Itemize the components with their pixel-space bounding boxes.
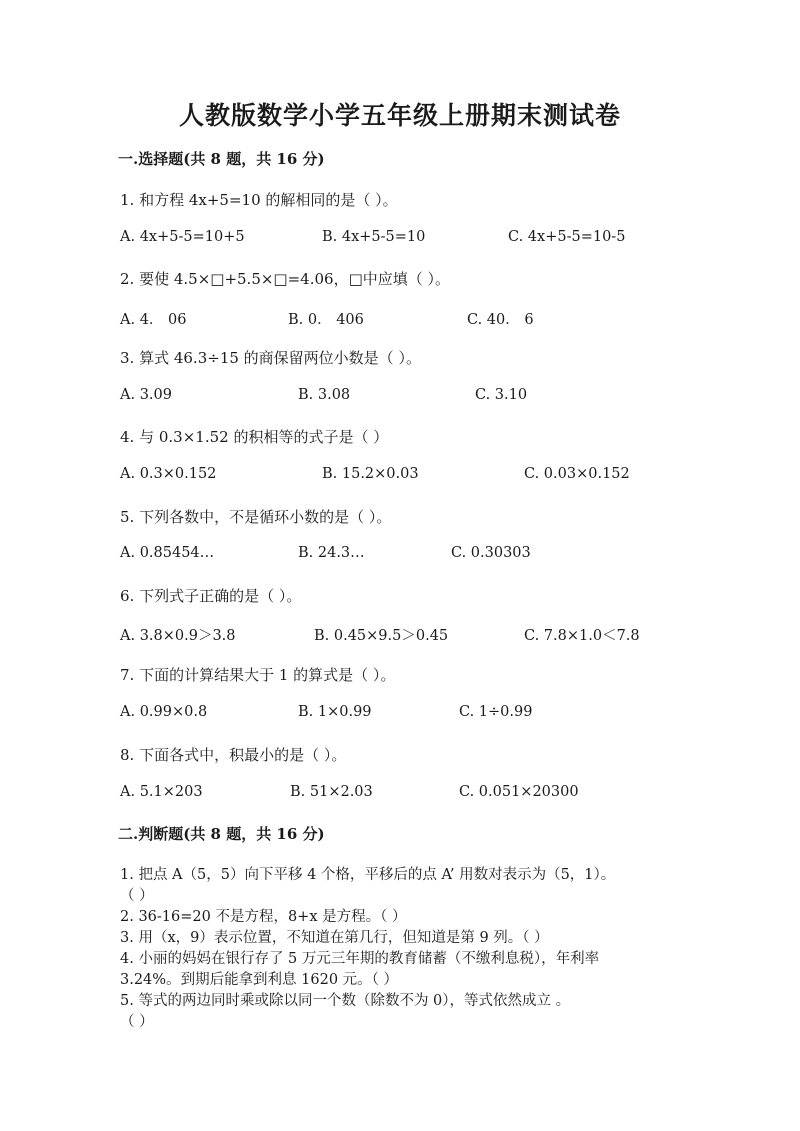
question-4-option-b: B. 15.2×0.03 <box>322 466 419 482</box>
question-6-option-b: B. 0.45×9.5＞0.45 <box>314 628 449 644</box>
question-7: 7. 下面的计算结果大于 1 的算式是（ ）。 <box>120 666 396 684</box>
judgement-line: 3. 用（x，9）表示位置，不知道在第几行，但知道是第 9 列。（ ） <box>120 930 549 946</box>
judgement-line: 5. 等式的两边同时乘或除以同一个数（除数不为 0），等式依然成立 。 <box>120 993 571 1009</box>
question-2: 2. 要使 4.5×□+5.5×□=4.06，□中应填（ ）。 <box>120 270 451 288</box>
question-6: 6. 下列式子正确的是（ ）。 <box>120 587 302 605</box>
question-3-option-b: B. 3.08 <box>298 387 351 403</box>
question-3: 3. 算式 46.3÷15 的商保留两位小数是（ ）。 <box>120 349 421 367</box>
section-heading-judgement: 二.判断题(共 8 题，共 16 分) <box>118 825 325 843</box>
question-7-option-a: A. 0.99×0.8 <box>120 704 208 720</box>
question-1-option-a: A. 4x+5-5=10+5 <box>120 229 245 245</box>
question-4-option-a: A. 0.3×0.152 <box>120 466 217 482</box>
section-heading-choice: 一.选择题(共 8 题，共 16 分) <box>118 150 325 168</box>
question-7-option-c: C. 1÷0.99 <box>459 704 533 720</box>
judgement-line: 1. 把点 A（5，5）向下平移 4 个格，平移后的点 A’ 用数对表示为（5，1）。 <box>120 867 616 883</box>
page-title: 人教版数学小学五年级上册期末测试卷 <box>178 101 621 130</box>
question-4-option-c: C. 0.03×0.152 <box>524 466 630 482</box>
question-8-option-c: C. 0.051×20300 <box>459 784 579 800</box>
question-1-option-c: C. 4x+5-5=10-5 <box>508 229 626 245</box>
judgement-line: 4. 小丽的妈妈在银行存了 5 万元三年期的教育储蓄（不缴利息税），年利率 <box>120 951 600 967</box>
question-7-option-b: B. 1×0.99 <box>298 704 372 720</box>
question-3-option-a: A. 3.09 <box>120 387 172 403</box>
question-3-option-c: C. 3.10 <box>475 387 528 403</box>
question-1-option-b: B. 4x+5-5=10 <box>322 229 426 245</box>
question-5-option-c: C. 0.30303 <box>451 545 531 561</box>
question-2-option-a: A. 4． 06 <box>120 312 187 328</box>
judgement-line: （ ） <box>120 888 154 904</box>
judgement-line: （ ） <box>120 1014 154 1030</box>
judgement-line: 3.24%。到期后能拿到利息 1620 元。（ ） <box>120 972 399 988</box>
question-8-option-b: B. 51×2.03 <box>290 784 373 800</box>
question-5: 5. 下列各数中，不是循环小数的是（ ）。 <box>120 508 392 526</box>
question-8-option-a: A. 5.1×203 <box>120 784 203 800</box>
question-6-option-a: A. 3.8×0.9＞3.8 <box>120 628 236 644</box>
question-2-option-b: B. 0． 406 <box>288 312 364 328</box>
question-2-option-c: C. 40． 6 <box>467 312 534 328</box>
question-6-option-c: C. 7.8×1.0＜7.8 <box>524 628 640 644</box>
judgement-line: 2. 36-16=20 不是方程，8+x 是方程。（ ） <box>120 909 407 925</box>
question-1: 1. 和方程 4x+5=10 的解相同的是（ ）。 <box>120 191 398 209</box>
question-8: 8. 下面各式中，积最小的是（ ）。 <box>120 746 347 764</box>
question-5-option-a: A. 0.85454… <box>120 545 215 561</box>
question-5-option-b: B. 24.3… <box>298 545 365 561</box>
question-4: 4. 与 0.3×1.52 的积相等的式子是（ ） <box>120 428 389 446</box>
